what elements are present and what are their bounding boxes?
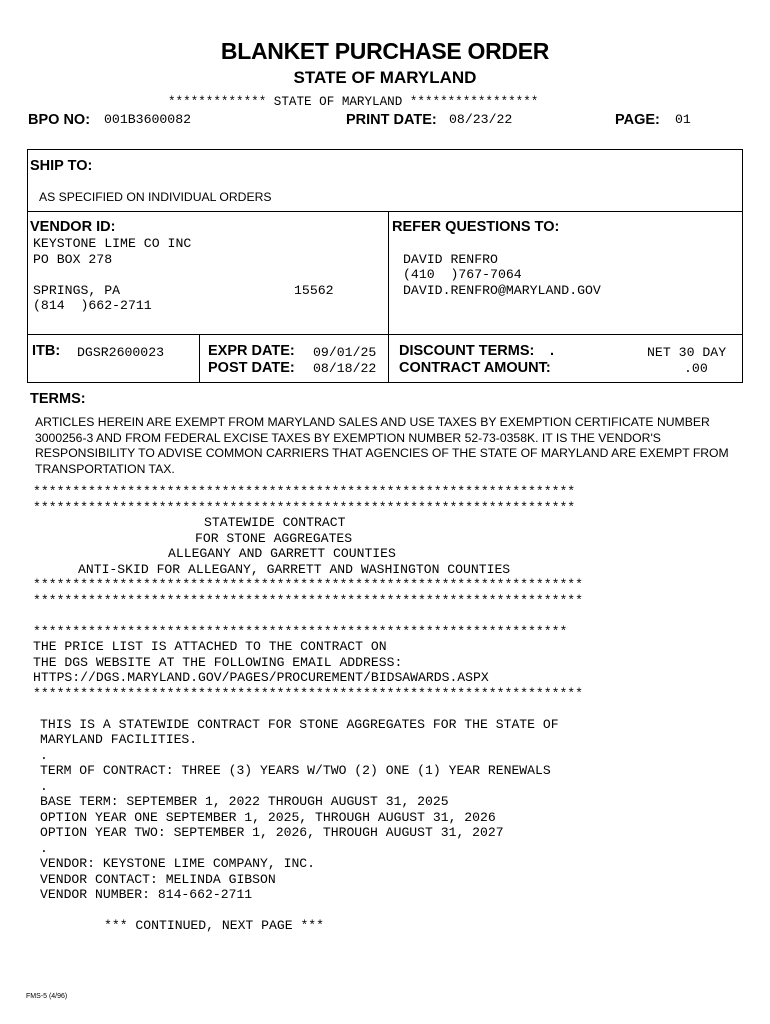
vendor-name: KEYSTONE LIME CO INC xyxy=(33,236,192,251)
stars-line: ********************************************************************* xyxy=(33,484,576,499)
discount-terms-dot: . xyxy=(550,343,555,359)
description-line: THIS IS A STATEWIDE CONTRACT FOR STONE AGGREGATES FOR THE STATE OF xyxy=(40,717,559,732)
vendor-phone: (814 )662-2711 xyxy=(33,298,152,313)
divider-itb-expr xyxy=(199,334,200,383)
terms-label: TERMS: xyxy=(30,391,86,407)
ship-to-label: SHIP TO: xyxy=(30,158,93,174)
contract-amount-label: CONTRACT AMOUNT: xyxy=(399,360,551,376)
page-label: PAGE: xyxy=(615,112,660,128)
discount-terms-label: DISCOUNT TERMS: xyxy=(399,343,535,359)
term-of-contract-line: TERM OF CONTRACT: THREE (3) YEARS W/TWO (2) ONE (1) YEAR RENEWALS xyxy=(40,763,551,778)
divider-vendor-refer xyxy=(388,211,389,383)
refer-questions-label: REFER QUESTIONS TO: xyxy=(392,219,560,235)
vendor-zip: 15562 xyxy=(294,283,334,298)
expr-date-label: EXPR DATE: xyxy=(208,343,295,359)
price-list-line: THE PRICE LIST IS ATTACHED TO THE CONTRACT ON xyxy=(33,639,387,654)
refer-phone: (410 )767-7064 xyxy=(403,267,522,282)
stars-line: ********************************************************************* xyxy=(33,500,576,515)
form-id-footer: FMS-5 (4/96) xyxy=(26,993,68,1000)
base-term-line: BASE TERM: SEPTEMBER 1, 2022 THROUGH AUGUST 31, 2025 xyxy=(40,794,449,809)
vendor-number-line: VENDOR NUMBER: 814-662-2711 xyxy=(40,887,253,902)
state-banner: ************* STATE OF MARYLAND ***************** xyxy=(168,95,539,109)
refer-name: DAVID RENFRO xyxy=(403,252,498,267)
price-list-url: HTTPS://DGS.MARYLAND.GOV/PAGES/PROCUREMENT/BIDSAWARDS.ASPX xyxy=(33,670,489,685)
itb-label: ITB: xyxy=(32,343,61,359)
separator-dot: . xyxy=(40,748,48,763)
stars-line: ********************************************************************** xyxy=(33,686,584,701)
separator-dot: . xyxy=(40,841,48,856)
ship-to-value: AS SPECIFIED ON INDIVIDUAL ORDERS xyxy=(39,190,272,204)
contract-amount-value: .00 xyxy=(684,361,708,376)
post-date-label: POST DATE: xyxy=(208,360,295,376)
bpo-number-value: 001B3600082 xyxy=(104,112,192,127)
expr-date-value: 09/01/25 xyxy=(313,345,377,360)
separator-dot: . xyxy=(40,779,48,794)
refer-email: DAVID.RENFRO@MARYLAND.GOV xyxy=(403,283,601,298)
page-subtitle: STATE OF MARYLAND xyxy=(293,68,477,87)
print-date-value: 08/23/22 xyxy=(449,112,513,127)
page-title: BLANKET PURCHASE ORDER xyxy=(220,38,550,64)
description-line: MARYLAND FACILITIES. xyxy=(40,732,198,747)
vendor-address: PO BOX 278 xyxy=(33,252,113,267)
vendor-contact-line: VENDOR CONTACT: MELINDA GIBSON xyxy=(40,872,276,887)
option-year-one-line: OPTION YEAR ONE SEPTEMBER 1, 2025, THROUGH AUGUST 31, 2026 xyxy=(40,810,496,825)
stars-line: ******************************************************************** xyxy=(33,624,568,639)
page-value: 01 xyxy=(675,112,691,127)
contract-heading-line: ALLEGANY AND GARRETT COUNTIES xyxy=(168,546,396,561)
stars-line: ********************************************************************** xyxy=(33,577,584,592)
contract-heading-line: STATEWIDE CONTRACT xyxy=(204,515,346,530)
vendor-company-line: VENDOR: KEYSTONE LIME COMPANY, INC. xyxy=(40,856,316,871)
vendor-id-label: VENDOR ID: xyxy=(30,219,116,235)
itb-value: DGSR2600023 xyxy=(77,345,165,360)
option-year-two-line: OPTION YEAR TWO: SEPTEMBER 1, 2026, THROUGH AUGUST 31, 2027 xyxy=(40,825,504,840)
contract-heading-line: ANTI-SKID FOR ALLEGANY, GARRETT AND WASHINGTON COUNTIES xyxy=(78,562,511,577)
vendor-city: SPRINGS, PA xyxy=(33,283,121,298)
terms-text: ARTICLES HEREIN ARE EXEMPT FROM MARYLAND SALES AND USE TAXES BY EXEMPTION CERTIFICATE NUMBER 3000256-3 AND FROM FEDERAL EXCISE TAXES BY EXEMPTION NUMBER 52-73-0358K. IT IS THE VENDOR'S RESPONSIBILITY TO ADVISE COMMON CARRIERS THAT AGENCIES OF THE STATE OF MARYLAND ARE EXEMPT FROM TRANSPORTATION TAX. xyxy=(35,415,729,476)
continued-notice: *** CONTINUED, NEXT PAGE *** xyxy=(104,918,325,933)
discount-terms-value: NET 30 DAY xyxy=(647,345,727,360)
stars-line: ********************************************************************** xyxy=(33,593,584,608)
contract-heading-line: FOR STONE AGGREGATES xyxy=(195,531,353,546)
print-date-label: PRINT DATE: xyxy=(346,112,437,128)
divider-vendor xyxy=(27,334,743,335)
price-list-line: THE DGS WEBSITE AT THE FOLLOWING EMAIL ADDRESS: xyxy=(33,655,403,670)
post-date-value: 08/18/22 xyxy=(313,361,377,376)
bpo-number-label: BPO NO: xyxy=(28,112,91,128)
divider-ship-to xyxy=(27,211,743,212)
